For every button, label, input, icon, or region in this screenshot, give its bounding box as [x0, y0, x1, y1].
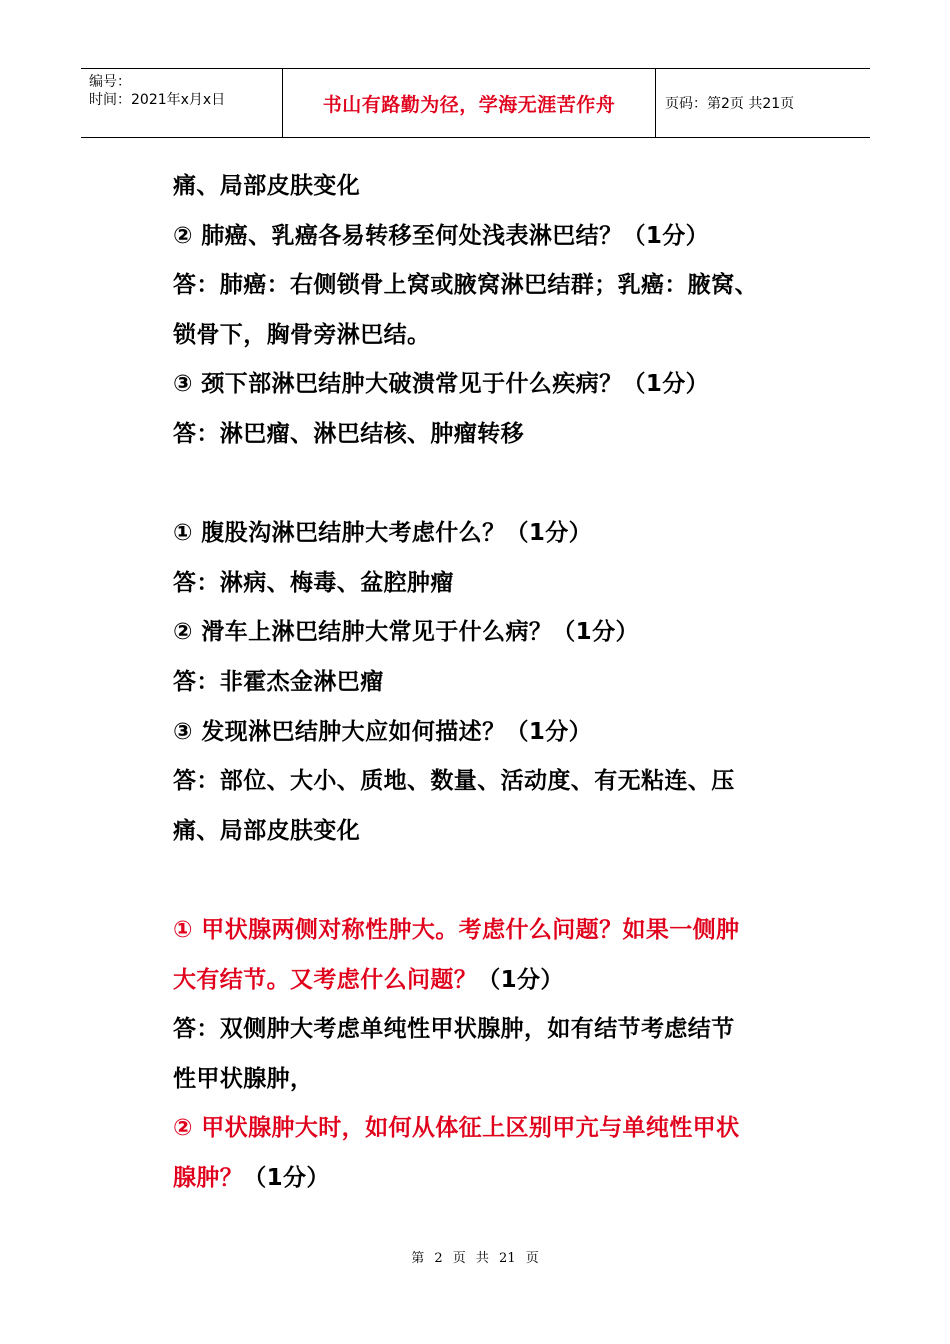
text-line — [173, 1055, 813, 1105]
paragraph-gap — [173, 856, 813, 906]
header-motto-cell — [283, 69, 656, 137]
text-line — [173, 1104, 813, 1154]
text-line-content: ① 腹股沟淋巴结肿大考虑什么？（1分） — [173, 520, 593, 547]
text-line — [173, 1154, 813, 1204]
text-line-content: 答：双侧肿大考虑单纯性甲状腺肿，如有结节考虑结节 — [173, 1016, 735, 1043]
score-label: （1分） — [477, 966, 564, 993]
text-line-content: 答：淋病、梅毒、盆腔肿瘤 — [173, 569, 454, 596]
text-line-content: 锁骨下，胸骨旁淋巴结。 — [173, 321, 431, 348]
text-line-content: ① 甲状腺两侧对称性肿大。考虑什么问题？如果一侧肿 — [173, 916, 740, 943]
number-label: 编号： — [89, 74, 131, 90]
paragraph-gap — [173, 460, 813, 510]
text-line — [173, 559, 813, 609]
text-line — [173, 212, 813, 262]
text-line — [173, 608, 813, 658]
text-line-content: ② 甲状腺肿大时，如何从体征上区别甲亢与单纯性甲状 — [173, 1115, 740, 1142]
header-page-cell — [656, 69, 870, 137]
text-line-content: ③ 发现淋巴结肿大应如何描述？（1分） — [173, 718, 593, 745]
text-line — [173, 708, 813, 758]
text-line-content: ③ 颈下部淋巴结肿大破溃常见于什么疾病？（1分） — [173, 371, 710, 398]
header-meta-cell — [81, 69, 283, 137]
text-line — [173, 757, 813, 807]
text-line — [173, 311, 813, 361]
text-line — [173, 360, 813, 410]
page-footer: 第 2 页 共 21 页 — [411, 1251, 539, 1266]
text-line-content: 大有结节。又考虑什么问题？ — [173, 966, 478, 993]
document-body — [173, 162, 813, 1203]
page-indicator: 页码：第2页 共21页 — [665, 96, 795, 112]
text-line — [173, 956, 813, 1006]
text-line — [173, 658, 813, 708]
text-line — [173, 162, 813, 212]
text-line-content: 答：肺癌：右侧锁骨上窝或腋窝淋巴结群；乳癌：腋窝、 — [173, 272, 758, 299]
page-header — [81, 68, 870, 138]
text-line-content: ② 滑车上淋巴结肿大常见于什么病？（1分） — [173, 619, 639, 646]
text-line-content: 答：部位、大小、质地、数量、活动度、有无粘连、压 — [173, 768, 735, 795]
text-line — [173, 906, 813, 956]
text-line-content: 性甲状腺肿， — [173, 1065, 314, 1092]
text-line — [173, 807, 813, 857]
text-line-content: 痛、局部皮肤变化 — [173, 817, 361, 844]
motto: 书山有路勤为径，学海无涯苦作舟 — [322, 93, 616, 116]
text-line — [173, 1005, 813, 1055]
text-line — [173, 509, 813, 559]
text-line-content: 答：非霍杰金淋巴瘤 — [173, 668, 384, 695]
text-line-content: 答：淋巴瘤、淋巴结核、肿瘤转移 — [173, 420, 524, 447]
score-label: （1分） — [243, 1164, 330, 1191]
text-line-content: ② 肺癌、乳癌各易转移至何处浅表淋巴结？（1分） — [173, 222, 710, 249]
text-line — [173, 410, 813, 460]
date-label: 时间：2021年x月x日 — [89, 92, 226, 108]
text-line — [173, 261, 813, 311]
text-line-content: 痛、局部皮肤变化 — [173, 173, 361, 199]
text-line-content: 腺肿？ — [173, 1164, 244, 1191]
